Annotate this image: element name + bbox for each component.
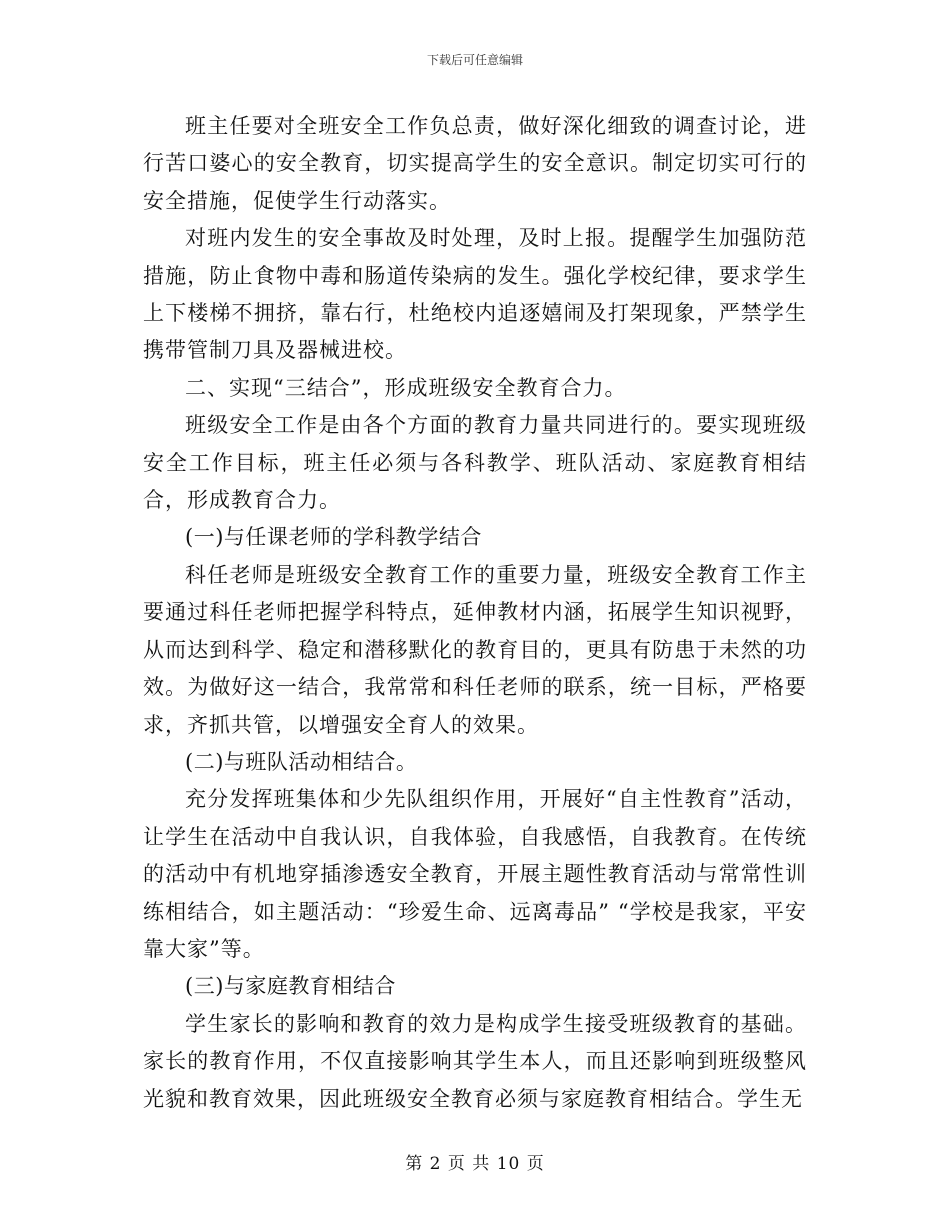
section-heading-three-combinations: 二、实现“三结合”，形成班级安全教育合力。 [185, 375, 627, 400]
paragraph-subject-teachers: 科任老师是班级安全教育工作的重要力量，班级安全教育工作主要通过科任老师把握学科特点，延伸教材内涵，拓展学生知识视野，从而达到科学、稳定和潜移默化的教育目的，更具有防患于未然的功效。为做好这一结合，我常常和科任老师的联系，统一目标，严格要求，齐抓共管，以增强安全育人的效果。 [143, 562, 807, 737]
paragraph-family-education: 学生家长的影响和教育的效力是构成学生接受班级教育的基础。家长的教育作用，不仅直接影响其学生本人，而且还影响到班级整风光貌和教育效果，因此班级安全教育必须与家庭教育相结合。学生无 [143, 1011, 807, 1111]
subheading-subject-teaching: (一)与任课老师的学科教学结合 [185, 525, 482, 550]
paragraph-class-activities: 充分发挥班集体和少先队组织作用，开展好“自主性教育”活动，让学生在活动中自我认识，自我体验，自我感悟，自我教育。在传统的活动中有机地穿插渗透安全教育，开展主题性教育活动与常常性训练相结合，如主题活动：“珍爱生命、远离毒品” “学校是我家，平安靠大家”等。 [143, 787, 807, 961]
subheading-class-activities: (二)与班队活动相结合。 [185, 749, 418, 774]
paragraph-combined-forces: 班级安全工作是由各个方面的教育力量共同进行的。要实现班级安全工作目标，班主任必须与各科教学、班队活动、家庭教育相结合，形成教育合力。 [143, 413, 807, 513]
page-number-footer: 第 2 页 共 10 页 [405, 1154, 545, 1174]
subheading-family-education: (三)与家庭教育相结合 [185, 974, 396, 999]
page-header-note: 下载后可任意编辑 [426, 53, 523, 67]
document-body [143, 108, 807, 1118]
paragraph-accident-handling: 对班内发生的安全事故及时处理，及时上报。提醒学生加强防范措施，防止食物中毒和肠道传染病的发生。强化学校纪律，要求学生上下楼梯不拥挤，靠右行，杜绝校内追逐嬉闹及打架现象，严禁学生携带管制刀具及器械进校。 [143, 226, 807, 363]
paragraph-class-teacher-duty: 班主任要对全班安全工作负总责，做好深化细致的调查讨论，进行苦口婆心的安全教育，切实提高学生的安全意识。制定切实可行的安全措施，促使学生行动落实。 [143, 114, 807, 213]
